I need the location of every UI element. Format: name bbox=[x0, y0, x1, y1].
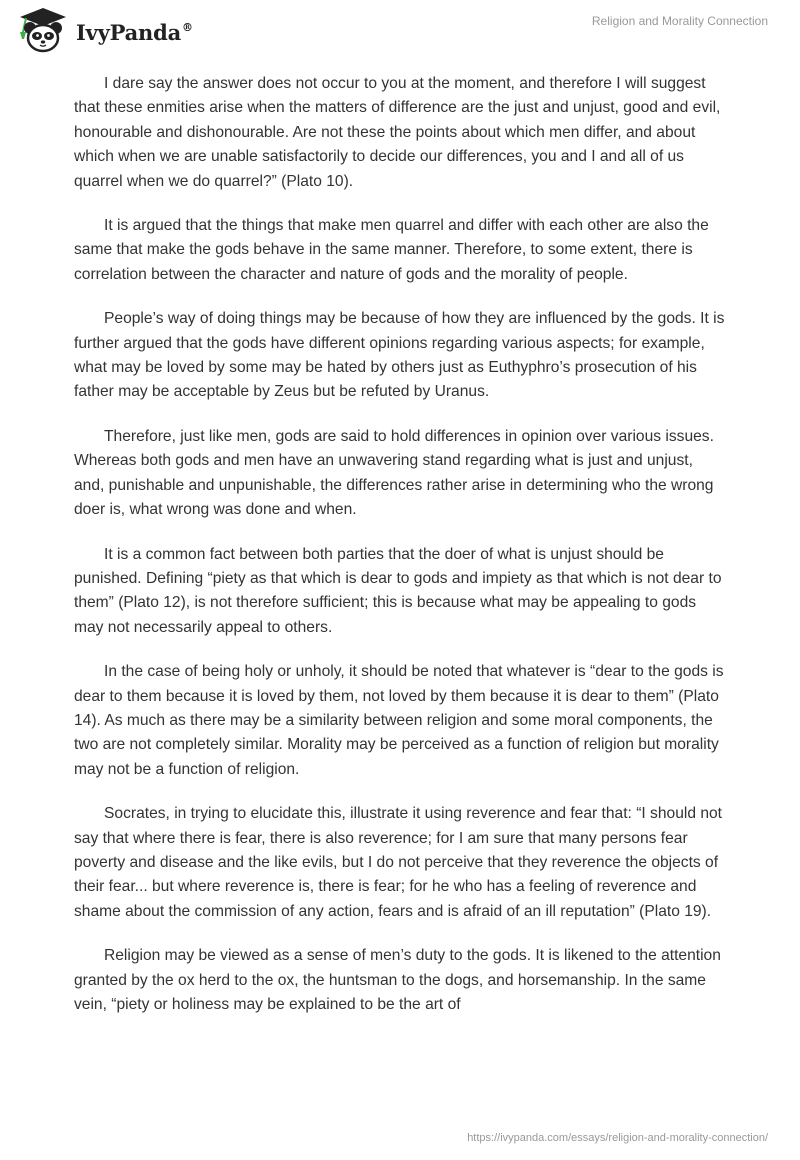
page-header bbox=[0, 0, 800, 70]
paragraph: Therefore, just like men, gods are said to hold differences in opinion over various issues. Whereas both gods and men have an unwavering stand regarding what is just and unjust, and, punishable and unpunishable, the differences rather arise in determining who the wrong doer is, what wrong was done and when. bbox=[74, 427, 714, 519]
registered-mark: ® bbox=[182, 20, 193, 34]
brand-logo[interactable] bbox=[14, 6, 193, 56]
panda-graduate-icon bbox=[14, 6, 72, 56]
document-title: Religion and Morality Connection bbox=[591, 14, 768, 28]
paragraph: People’s way of doing things may be because of how they are influenced by the gods. It is further argued that the gods have different opinions regarding various aspects; for example, what may be loved by some may be hated by others just as Euthyphro’s prosecution of his father may be acceptable by Zeus but be refuted by Uranus. bbox=[74, 310, 725, 401]
paragraph: In the case of being holy or unholy, it should be noted that whatever is “dear to the gods is dear to them because it is loved by them, not loved by them because it is dear to them” (Plato 14). As much as there may be a similarity between religion and some moral components, the two are not completely similar. Morality may be perceived as a function of religion but morality may not be a function of religion. bbox=[74, 663, 724, 778]
paragraph: It is a common fact between both parties that the doer of what is unjust should be punished. Defining “piety as that which is dear to gods and impiety as that which is not dear to them” (Plato 12), is not therefore sufficient; this is because what may be appealing to gods may not necessarily appeal to others. bbox=[74, 545, 722, 636]
paragraph: Religion may be viewed as a sense of men’s duty to the gods. It is likened to the attention granted by the ox herd to the ox, the huntsman to the dogs, and horsemanship. In the same vein, “piety or holiness may be explained to be the art of bbox=[74, 947, 721, 1013]
essay-body bbox=[74, 72, 726, 1037]
paragraph: It is argued that the things that make men quarrel and differ with each other are also the same that make the gods behave in the same manner. Therefore, to some extent, there is correlation between the character and nature of gods and the morality of people. bbox=[74, 217, 709, 283]
paragraph: Socrates, in trying to elucidate this, illustrate it using reverence and fear that: “I should not say that where there is fear, there is also reverence; for I am sure that many persons fear poverty and disease and the like evils, but I do not perceive that they reverence the objects of their fear... but where reverence is, there is fear; for he who has a feeling of reverence and shame about the commission of any action, fears and is afraid of an ill reputation” (Plato 19). bbox=[74, 805, 723, 920]
source-url[interactable]: https://ivypanda.com/essays/religion-and-morality-connection/ bbox=[467, 1132, 768, 1144]
brand-name: IvyPanda® bbox=[76, 19, 193, 45]
paragraph: I dare say the answer does not occur to you at the moment, and therefore I will suggest that these enmities arise when the matters of difference are the just and unjust, good and evil, honourable and dishonourable. Are not these the points about which men differ, and about which when we are unable satisfactorily to decide our differences, you and I and all of us quarrel when we do quarrel?” (Plato 10). bbox=[74, 75, 721, 190]
